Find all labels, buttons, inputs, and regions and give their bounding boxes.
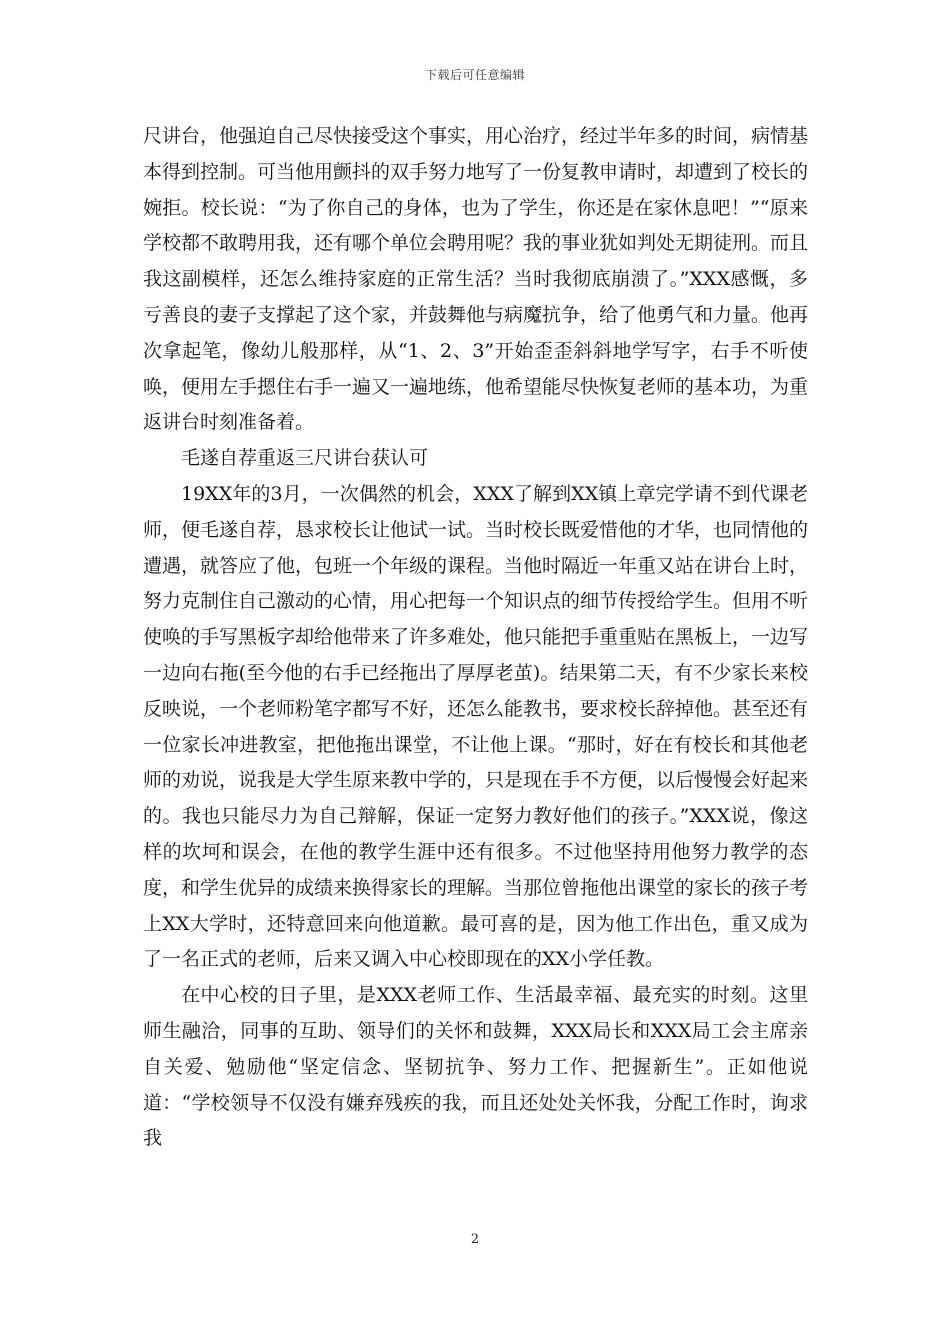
page-header: 下载后可任意编辑 (424, 68, 525, 82)
document-body (143, 119, 808, 1157)
section-heading: 毛遂自荐重返三尺讲台获认可 (181, 447, 429, 470)
paragraph: 在中心校的日子里，是XXX老师工作、生活最幸福、最充实的时刻。这里师生融洽，同事的互助、领导们的关怀和鼓舞，XXX局长和XXX局工会主席亲自关爱、勉励他“坚定信念、坚韧抗争、努力工作、把握新生”。正如他说道：“学校领导不仅没有嫌弃残疾的我，而且还处处关怀我，分配工作时，询求我 (143, 984, 808, 1150)
paragraph: 19XX年的3月，一次偶然的机会，XXX了解到XX镇上章完学请不到代课老师，便毛遂自荐，恳求校长让他试一试。当时校长既爱惜他的才华，也同情他的遭遇，就答应了他，包班一个年级的课程。当他时隔近一年重又站在讲台上时，努力克制住自己激动的心情，用心把每一个知识点的细节传授给学生。但用不听使唤的手写黑板字却给他带来了许多难处，他只能把手重重贴在黑板上，一边写一边向右拖(至今他的右手已经拖出了厚厚老茧)。结果第二天，有不少家长来校反映说，一个老师粉笔字都写不好，还怎么能教书，要求校长辞掉他。甚至还有一位家长冲进教室，把他拖出课堂，不让他上课。“那时，好在有校长和其他老师的劝说，说我是大学生原来教中学的，只是现在手不方便，以后慢慢会好起来的。我也只能尽力为自己辩解，保证一定努力教好他们的孩子。”XXX说，像这样的坎坷和误会，在他的教学生涯中还有很多。不过他坚持用他努力教学的态度，和学生优异的成绩来换得家长的理解。当那位曾拖他出课堂的家长的孩子考上XX大学时，还特意回来向他道歉。最可喜的是，因为他工作出色，重又成为了一名正式的老师，后来又调入中心校即现在的XX小学任教。 (143, 482, 809, 971)
page-number: 2 (470, 1232, 480, 1247)
paragraph-continuation: 尺讲台，他强迫自己尽快接受这个事实，用心治疗，经过半年多的时间，病情基本得到控制。可当他用颤抖的双手努力地写了一份复教申请时，却遭到了校长的婉拒。校长说：“为了你自己的身体，也为了学生，你还是在家休息吧！”“原来学校都不敢聘用我，还有哪个单位会聘用呢？我的事业犹如判处无期徒刑。而且我这副模样，还怎么维持家庭的正常生活？当时我彻底崩溃了。”XXX感慨，多亏善良的妻子支撑起了这个家，并鼓舞他与病魔抗争，给了他勇气和力量。他再次拿起笔，像幼儿般那样，从“1、2、3”开始歪歪斜斜地学写字，右手不听使唤，便用左手摁住右手一遍又一遍地练，他希望能尽快恢复老师的基本功，为重返讲台时刻准备着。 (143, 125, 809, 434)
